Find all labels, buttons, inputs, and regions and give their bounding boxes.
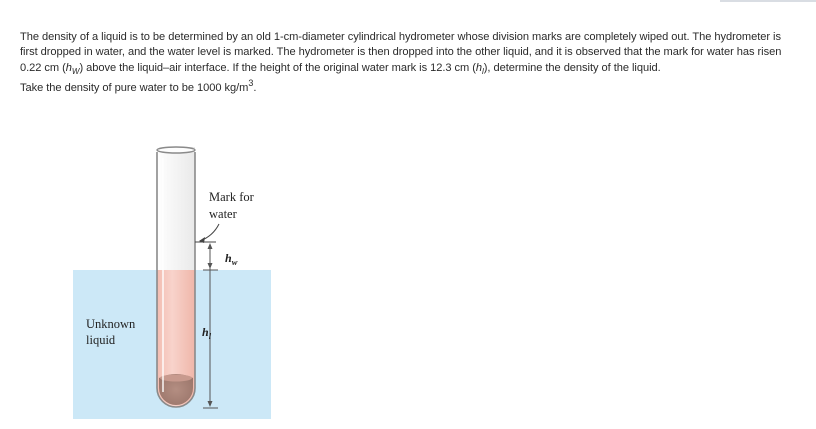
- problem-text-3: ), determine the density of the liquid.: [483, 61, 661, 74]
- liquid-label-line2: liquid: [86, 333, 116, 347]
- problem-text-2: ) above the liquid–air interface. If the height of the original water mark is 12.3 cm (: [79, 61, 476, 74]
- density-note-exponent: 3: [248, 78, 254, 89]
- tube-rim: [157, 147, 195, 153]
- problem-text-1: The density of a liquid is to be determined by an old 1-cm-diameter cylindrical hydrometer whose division marks are completely wiped out. The hydrometer is first dropped in water, and the water level is marked. The hydrometer is then dropped into the other liquid, and it is observed that the mark for water has risen 0.22 cm (: [20, 31, 782, 74]
- tube-ballast-top: [160, 375, 192, 382]
- liquid-label-line1: Unknown: [86, 317, 136, 331]
- density-note-text: Take the density of pure water to be 1000 kg/m: [20, 82, 249, 95]
- hl-symbol: h: [475, 61, 483, 74]
- hl-subscript: l: [482, 67, 484, 77]
- hw-figure-label: $h_w$: [225, 251, 238, 267]
- hw-symbol: h: [65, 61, 72, 74]
- mark-label-line2: water: [209, 207, 237, 221]
- density-note-end: .: [253, 82, 257, 95]
- mark-label-line1: Mark for: [209, 190, 254, 204]
- hw-subscript: W: [71, 67, 80, 77]
- hl-figure-label: $h_l$: [202, 325, 212, 341]
